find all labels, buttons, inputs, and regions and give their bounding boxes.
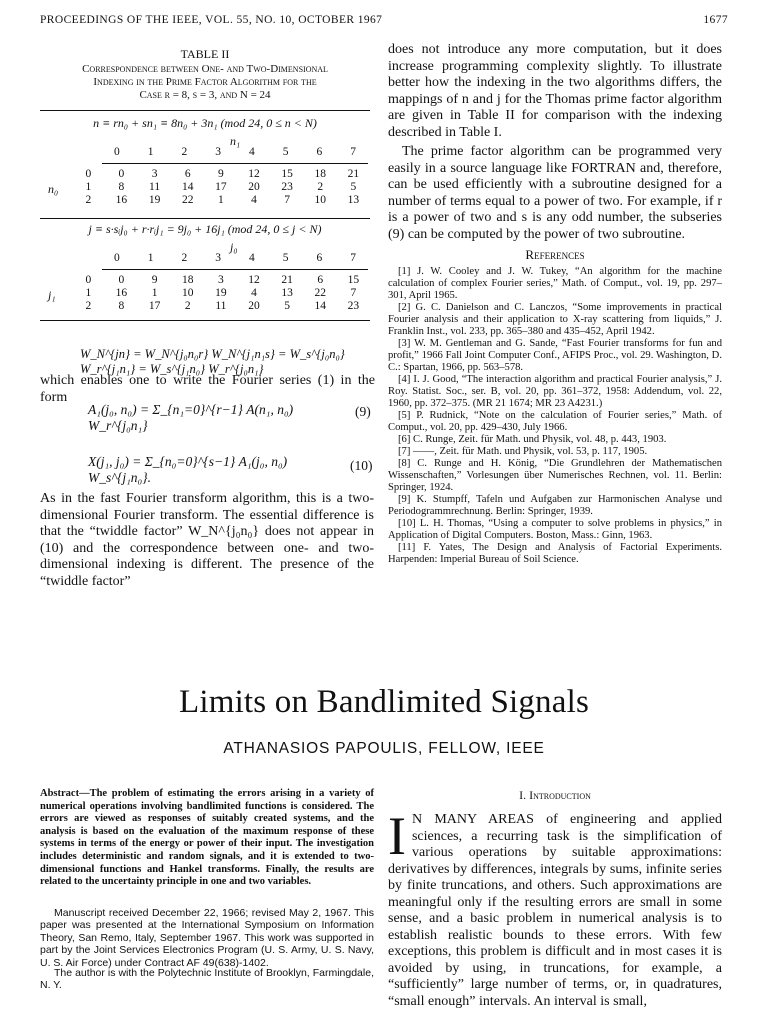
table-cell: 11 xyxy=(149,181,161,193)
table-cell: 21 xyxy=(347,168,360,180)
table-row xyxy=(72,300,370,313)
table-rule-mid xyxy=(40,218,370,219)
table-cell: 5 xyxy=(284,300,290,312)
reference-item: [1] J. W. Cooley and J. W. Tukey, “An algorithm for the machine calculation of complex Fourier series,” Math. of Comput., vol. 19, pp. 297–301, April 1965. xyxy=(388,266,722,301)
abstract: Abstract—The problem of estimating the errors arising in a variety of numerical operations involving bandlimited functions is considered. The errors are viewed as responses of suitably created systems, and the analysis is based on the evaluation of the maximum response of these systems in terms of the energy or power of their input. The investigation includes deterministic and random signals, and it is extended to two-dimensional functions and Hankel transforms. Finally, the results are related to the uncertainty principle in one and two variables. xyxy=(40,788,374,888)
bottom-header-row xyxy=(100,252,370,265)
footnote-manuscript: Manuscript received December 22, 1966; revised May 2, 1967. This paper was presented at the International Symposium on Information Theory, San Remo, Italy, September 1967. This work was supported in part by the Joint Services Electronics Program (U. S. Army, U. S. Navy, U. S. Air Force) under Contract AF 49(638)-1402. xyxy=(40,907,374,969)
row-label: 1 xyxy=(85,287,92,299)
table-cell: 23 xyxy=(281,181,293,193)
table-rule-top xyxy=(40,110,370,111)
table-cell: 5 xyxy=(350,181,357,193)
row-label: 2 xyxy=(85,300,92,312)
table-cell: 8 xyxy=(118,181,125,193)
column-header: 7 xyxy=(350,252,356,264)
table-cell: 8 xyxy=(118,300,125,312)
column-header: 4 xyxy=(249,146,255,158)
table-cell: 20 xyxy=(248,300,260,312)
table-cell: 23 xyxy=(347,300,360,312)
table-row xyxy=(72,194,370,207)
table-cell: 6 xyxy=(184,168,191,180)
table-caption: Correspondence between One- and Two-Dimensional Indexing in the Prime Factor Algorithm for the Case r = 8, s = 3, and N = 24 xyxy=(82,63,328,101)
reference-item: [2] G. C. Danielson and C. Lanczos, “Some improvements in practical Fourier analysis and their application to X-ray scattering from liquids,” J. Franklin Inst., vol. 233, pp. 365–380 and 435–452, April 1942. xyxy=(388,302,722,337)
table-cell: 12 xyxy=(248,274,260,286)
table-cell: 17 xyxy=(215,181,227,193)
table-cell: 2 xyxy=(317,181,324,193)
column-header: 5 xyxy=(282,146,289,158)
right-paragraph-1: does not introduce any more computation, but it does increase programming complexity slightly. To illustrate better how the indexing in the two algorithms differs, the mappings of n and j for the Thomas prime factor algorithm are given in Table II for comparison with the indexing described in Table I. xyxy=(388,42,722,140)
table-cell: 2 xyxy=(184,300,191,312)
equation-10: X(j₁, j₀) = Σ_{n₀=0}^{s−1} A₁(j₀, n₀) W_s^{j₁n₀}. xyxy=(88,454,288,485)
col-var-n1: n₁ xyxy=(230,134,241,148)
table-cell: 19 xyxy=(148,194,161,206)
reference-item: [3] W. M. Gentleman and G. Sande, “Fast Fourier transforms for fun and profit,” 1966 Fall Joint Computer Conf., AFIPS Proc., vol. 29. Washington, D. C.: Spartan, 1966, pp. 563–578. xyxy=(388,338,722,373)
table-cell: 9 xyxy=(217,168,224,180)
table-row xyxy=(72,274,370,287)
table-cell: 16 xyxy=(115,287,128,299)
table-row xyxy=(72,287,370,300)
col-var-j0: j₀ xyxy=(230,240,238,254)
column-header: 0 xyxy=(114,146,120,158)
series-intro: which enables one to write the Fourier series (1) in the form xyxy=(40,373,375,405)
table-eq-n: n ≡ rn₀ + sn₁ ≡ 8n₀ + 3n₁ (mod 24, 0 ≤ n < N) xyxy=(93,116,317,130)
row-label: 0 xyxy=(85,274,92,286)
table-cell: 14 xyxy=(181,181,194,193)
reference-item: [10] L. H. Thomas, “Using a computer to solve problems in physics,” in Application of Digital Computers. Boston, Mass.: Ginn, 1963. xyxy=(388,518,722,541)
reference-item: [5] P. Rudnick, “Note on the calculation of Fourier series,” Math. of Comput., vol. 20, pp. 429–430, July 1966. xyxy=(388,410,722,433)
table-row xyxy=(72,168,370,181)
table-cell: 10 xyxy=(181,287,194,299)
row-var-n0: n₀ xyxy=(48,182,59,196)
table-cell: 7 xyxy=(284,194,290,206)
article-title: Limits on Bandlimited Signals xyxy=(178,684,590,720)
column-header: 7 xyxy=(350,146,356,158)
introduction-text xyxy=(388,806,722,1010)
table-cell: 7 xyxy=(350,287,357,299)
equation-9-number: (9) xyxy=(355,404,371,419)
reference-item: [9] K. Stumpff, Tafeln und Aufgaben zur Harmonischen Analyse und Periodogrammrechnung. Berlin: Springer, 1939. xyxy=(388,494,722,517)
left-paragraph: As in the fast Fourier transform algorithm, this is a two-dimensional Fourier transform. The essential difference is that the “twiddle factor” W_N^{j₀n₀} does not appear in (10) and the correspondence between one- and two-dimensional indexing is different. The presence of the “twiddle factor” xyxy=(40,491,374,589)
table-eq-j: j ≡ s·sᵢj₀ + r·rᵢj₁ = 9j₀ + 16j₁ (mod 24, 0 ≤ j < N) xyxy=(88,222,322,236)
dropcap: I xyxy=(388,806,406,866)
column-header: 0 xyxy=(114,252,120,264)
table-cell: 12 xyxy=(248,168,260,180)
reference-item: [6] C. Runge, Zeit. für Math. und Physik, vol. 48, p. 443, 1903. xyxy=(398,434,667,445)
wn-equation: W_N^{jn} = W_N^{j₀n₀r} W_N^{j₁n₁s} = W_s^{j₀n₀} W_r^{j₁n₁} = W_s^{j₁n₀} W_r^{j₀n₁} xyxy=(80,347,345,376)
introduction-paragraph: N MANY AREAS of engineering and applied sciences, a recurring task is the simplification of various operations by suitable approximations: derivatives by differences, integrals by sums, infinite series by finite truncations, and others. Such approximations are meaningful only if the resulting errors are small in some sense, and a basic problem in numerical analysis is to establish realistic bounds to these errors. With few exceptions, this problem is difficult and in most cases it is avoided by using, in truncations, for example, a “sufficiently” large number of terms, or, in quadratures, “small enough” intervals. An interval is small, xyxy=(388,812,722,1009)
table-cell: 4 xyxy=(251,287,257,299)
column-header: 1 xyxy=(147,146,154,158)
table-cell: 0 xyxy=(118,274,125,286)
table-cell: 10 xyxy=(314,194,327,206)
column-header: 1 xyxy=(147,252,154,264)
references-list xyxy=(388,266,722,566)
table-cell: 3 xyxy=(151,168,158,180)
article-author: ATHANASIOS PAPOULIS, FELLOW, IEEE xyxy=(223,740,545,757)
column-header: 3 xyxy=(215,146,221,158)
table-rule-bottom xyxy=(40,320,370,321)
top-inner-rule xyxy=(102,163,368,164)
bottom-index-table xyxy=(72,274,370,313)
column-header: 6 xyxy=(316,146,323,158)
reference-item: [8] C. Runge and H. König, “Die Grundlehren der Mathematischen Wissenschaften,” Vorlesungen über Numerisches Rechnen, vol. 11. Berlin: Springer, 1924. xyxy=(388,458,722,493)
bottom-inner-rule xyxy=(102,269,368,270)
table-cell: 18 xyxy=(181,274,194,286)
table-row xyxy=(72,181,370,194)
top-index-table xyxy=(72,168,370,207)
table-cell: 13 xyxy=(347,194,360,206)
table-cell: 11 xyxy=(215,300,227,312)
row-var-j1: j₁ xyxy=(48,288,56,302)
table-cell: 6 xyxy=(317,274,324,286)
row-label: 2 xyxy=(85,194,92,206)
row-label: 0 xyxy=(85,168,92,180)
footnote-affiliation: The author is with the Polytechnic Institute of Brooklyn, Farmingdale, N. Y. xyxy=(40,967,374,992)
column-header: 3 xyxy=(215,252,221,264)
table-cell: 21 xyxy=(281,274,293,286)
column-header: 6 xyxy=(316,252,323,264)
table-cell: 0 xyxy=(118,168,125,180)
column-header: 2 xyxy=(181,252,188,264)
reference-item: [4] I. J. Good, “The interaction algorithm and practical Fourier analysis,” J. Roy. Statist. Soc., ser. B, vol. 20, pp. 361–372, 1958: Addendum, vol. 22, 1960, pp. 372–375. (MR 21 1674; MR 23 A4231.) xyxy=(388,374,722,409)
page-number: 1677 xyxy=(703,14,728,26)
equation-10-number: (10) xyxy=(350,458,373,473)
table-cell: 4 xyxy=(251,194,257,206)
row-label: 1 xyxy=(85,181,92,193)
table-cell: 1 xyxy=(217,194,224,206)
table-cell: 3 xyxy=(217,274,224,286)
table-cell: 20 xyxy=(248,181,260,193)
running-header: PROCEEDINGS OF THE IEEE, VOL. 55, NO. 10, OCTOBER 1967 xyxy=(40,14,383,26)
table-cell: 22 xyxy=(181,194,194,206)
section-heading: I. Introduction xyxy=(519,788,591,802)
table-cell: 14 xyxy=(314,300,327,312)
table-cell: 17 xyxy=(148,300,161,312)
reference-item: [7] ——, Zeit. für Math. und Physik, vol. 53, p. 117, 1905. xyxy=(398,446,648,457)
column-header: 4 xyxy=(249,252,255,264)
column-header: 2 xyxy=(181,146,188,158)
table-cell: 22 xyxy=(314,287,327,299)
reference-item: [11] F. Yates, The Design and Analysis of Factorial Experiments. Harpenden: Imperial Bureau of Soil Science. xyxy=(388,542,722,565)
table-cell: 19 xyxy=(215,287,227,299)
table-cell: 9 xyxy=(151,274,158,286)
table-cell: 18 xyxy=(314,168,327,180)
column-header: 5 xyxy=(282,252,289,264)
table-cell: 16 xyxy=(115,194,128,206)
table-cell: 15 xyxy=(347,274,360,286)
equation-9: A₁(j₀, n₀) = Σ_{n₁=0}^{r−1} A(n₁, n₀) W_r^{j₀n₁} xyxy=(88,402,294,433)
table-cell: 15 xyxy=(281,168,293,180)
table-label: TABLE II xyxy=(180,47,230,61)
table-cell: 13 xyxy=(281,287,293,299)
top-header-row xyxy=(100,146,370,159)
references-heading: References xyxy=(525,247,585,262)
table-cell: 1 xyxy=(151,287,158,299)
right-paragraph-2: The prime factor algorithm can be programmed very easily in a source language like FORTRAN and, therefore, can be used efficiently with a subroutine designed for a number of terms equal to a power of two. For example, if r is a power of two and s is any odd number, the subseries (9) can be computed by the power of two subroutine. xyxy=(388,144,722,242)
